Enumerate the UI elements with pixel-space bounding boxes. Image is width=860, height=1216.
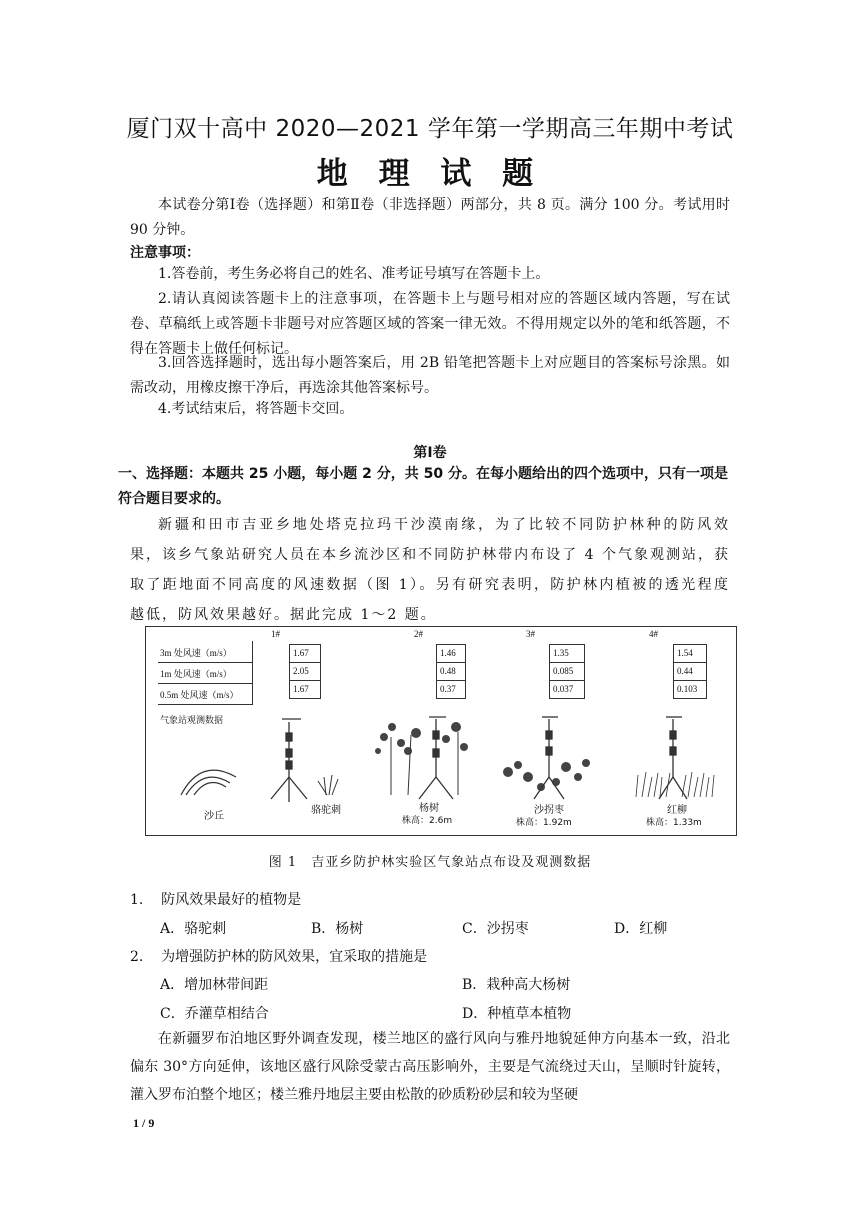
plant-label-tamarisk: 红柳 [667, 805, 687, 816]
q2-option-b[interactable]: B．栽种高大杨树 [462, 977, 571, 993]
weather-station-4-icon [659, 717, 687, 799]
dune-icon [181, 770, 236, 795]
q1-option-a[interactable]: A．骆驼刺 [160, 921, 227, 937]
figure-1 [145, 626, 737, 836]
plant-height-tamarisk: 株高：1.33m [646, 818, 702, 828]
q2-option-a[interactable]: A．增加林带间距 [160, 977, 269, 993]
notice-item-3: 3.回答选择题时，选出每小题答案后，用 2B 铅笔把答题卡上对应题目的答案标号涂黑。如需改动，用橡皮擦干净后，再选涂其他答案标号。 [130, 355, 730, 396]
figure-caption: 图 1 吉亚乡防护林实验区气象站点布设及观测数据 [268, 855, 592, 870]
value-cell: 0.085 [550, 663, 584, 681]
value-cell: 0.44 [674, 663, 706, 681]
plant-label-dune: 沙丘 [204, 811, 224, 822]
q1-option-b[interactable]: B．杨树 [311, 921, 364, 937]
station-data-label: 气象站观测数据 [160, 716, 224, 726]
question-1 [130, 888, 750, 913]
notice-heading: 注意事项： [130, 245, 200, 261]
calligonum-icon [503, 759, 590, 791]
passage-1: 新疆和田市吉亚乡地处塔克拉玛干沙漠南缘，为了比较不同防护林种的防风效果，该乡气象站研究人员在本乡流沙区和不同防护林带内布设了 4 个气象观测站，获取了距地面不同高度的风速数据（图 1）。另有研究表明，防护林内植被的透光程度越低，防风效果越好。据此完成 1～2 题。 [130, 517, 730, 623]
station-num-3: 3# [526, 629, 535, 639]
value-cell: 1.35 [550, 644, 584, 663]
q1-option-d[interactable]: D．红柳 [614, 921, 668, 937]
page-number: 1 / 9 [133, 1116, 155, 1130]
notice-item-1: 1.答卷前，考生务必将自己的姓名、准考证号填写在答题卡上。 [158, 266, 550, 282]
value-cell: 1.67 [290, 681, 320, 699]
station-num-2: 2# [414, 629, 423, 639]
plant-label-poplar: 杨树 [419, 803, 439, 814]
poplar-icon [375, 722, 468, 795]
plant-label-calligonum: 沙拐枣 [534, 805, 564, 816]
weather-station-1-icon [271, 719, 307, 802]
camelthorn-icon [318, 775, 338, 795]
row-label-1m: 1m 处风速（m/s） [160, 669, 232, 679]
station-num-4: 4# [649, 629, 658, 639]
exam-subtitle: 地 理 试 题 [316, 156, 544, 192]
exam-title: 厦门双十高中 2020—2021 学年第一学期高三年期中考试 [126, 116, 734, 142]
notice-item-4: 4.考试结束后，将答题卡交回。 [158, 401, 354, 417]
tamarisk-icon [636, 772, 714, 797]
plant-height-calligonum: 株高：1.92m [516, 818, 572, 828]
value-cell: 0.037 [550, 681, 584, 699]
question-stem: 防风效果最好的植物是 [161, 892, 302, 908]
notice-item-2: 2.请认真阅读答题卡上的注意事项，在答题卡上与题号相对应的答题区域内答题，写在试卷、草稿纸上或答题卡非题号对应答题区域的答案一律无效。不得用规定以外的笔和纸答题，不得在答题卡上做任何标记。 [130, 291, 730, 357]
station-num-1: 1# [271, 629, 280, 639]
value-cell: 1.46 [437, 644, 465, 663]
plant-label-camelthorn: 骆驼刺 [311, 805, 341, 816]
value-cell: 0.103 [674, 681, 706, 699]
q1-option-c[interactable]: C．沙拐枣 [462, 921, 529, 937]
q2-option-c[interactable]: C．乔灌草相结合 [160, 1006, 269, 1022]
value-cell: 1.54 [674, 644, 706, 663]
question-number: 1. [130, 892, 144, 908]
passage-2: 在新疆罗布泊地区野外调查发现，楼兰地区的盛行风向与雅丹地貌延伸方向基本一致，沿北偏东 30°方向延伸，该地区盛行风除受蒙古高压影响外，主要是气流绕过天山，呈顺时针旋转，灌入罗布泊整个地区；楼兰雅丹地层主要由松散的砂质粉砂层和较为坚硬 [130, 1031, 730, 1103]
value-cell: 2.05 [290, 663, 320, 681]
plant-height-poplar: 株高：2.6m [402, 816, 453, 826]
question-stem: 为增强防护林的防风效果，宜采取的措施是 [161, 949, 428, 965]
question-2 [130, 945, 750, 970]
value-cell: 0.37 [437, 681, 465, 699]
row-label-3m: 3m 处风速（m/s） [160, 648, 232, 658]
weather-station-2-icon [419, 717, 453, 799]
value-cell: 1.67 [290, 644, 320, 663]
intro-text: 本试卷分第Ⅰ卷（选择题）和第Ⅱ卷（非选择题）两部分，共 8 页。满分 100 分。考试用时 90 分钟。 [130, 197, 730, 238]
q2-option-d[interactable]: D．种植草本植物 [462, 1006, 572, 1022]
value-cell: 0.48 [437, 663, 465, 681]
part-heading: 一、选择题：本题共 25 小题，每小题 2 分，共 50 分。在每小题给出的四个选项中，只有一项是符合题目要求的。 [118, 466, 728, 507]
section-heading: 第Ⅰ卷 [413, 445, 447, 461]
row-label-05m: 0.5m 处风速（m/s） [160, 690, 239, 700]
question-number: 2. [130, 949, 144, 965]
